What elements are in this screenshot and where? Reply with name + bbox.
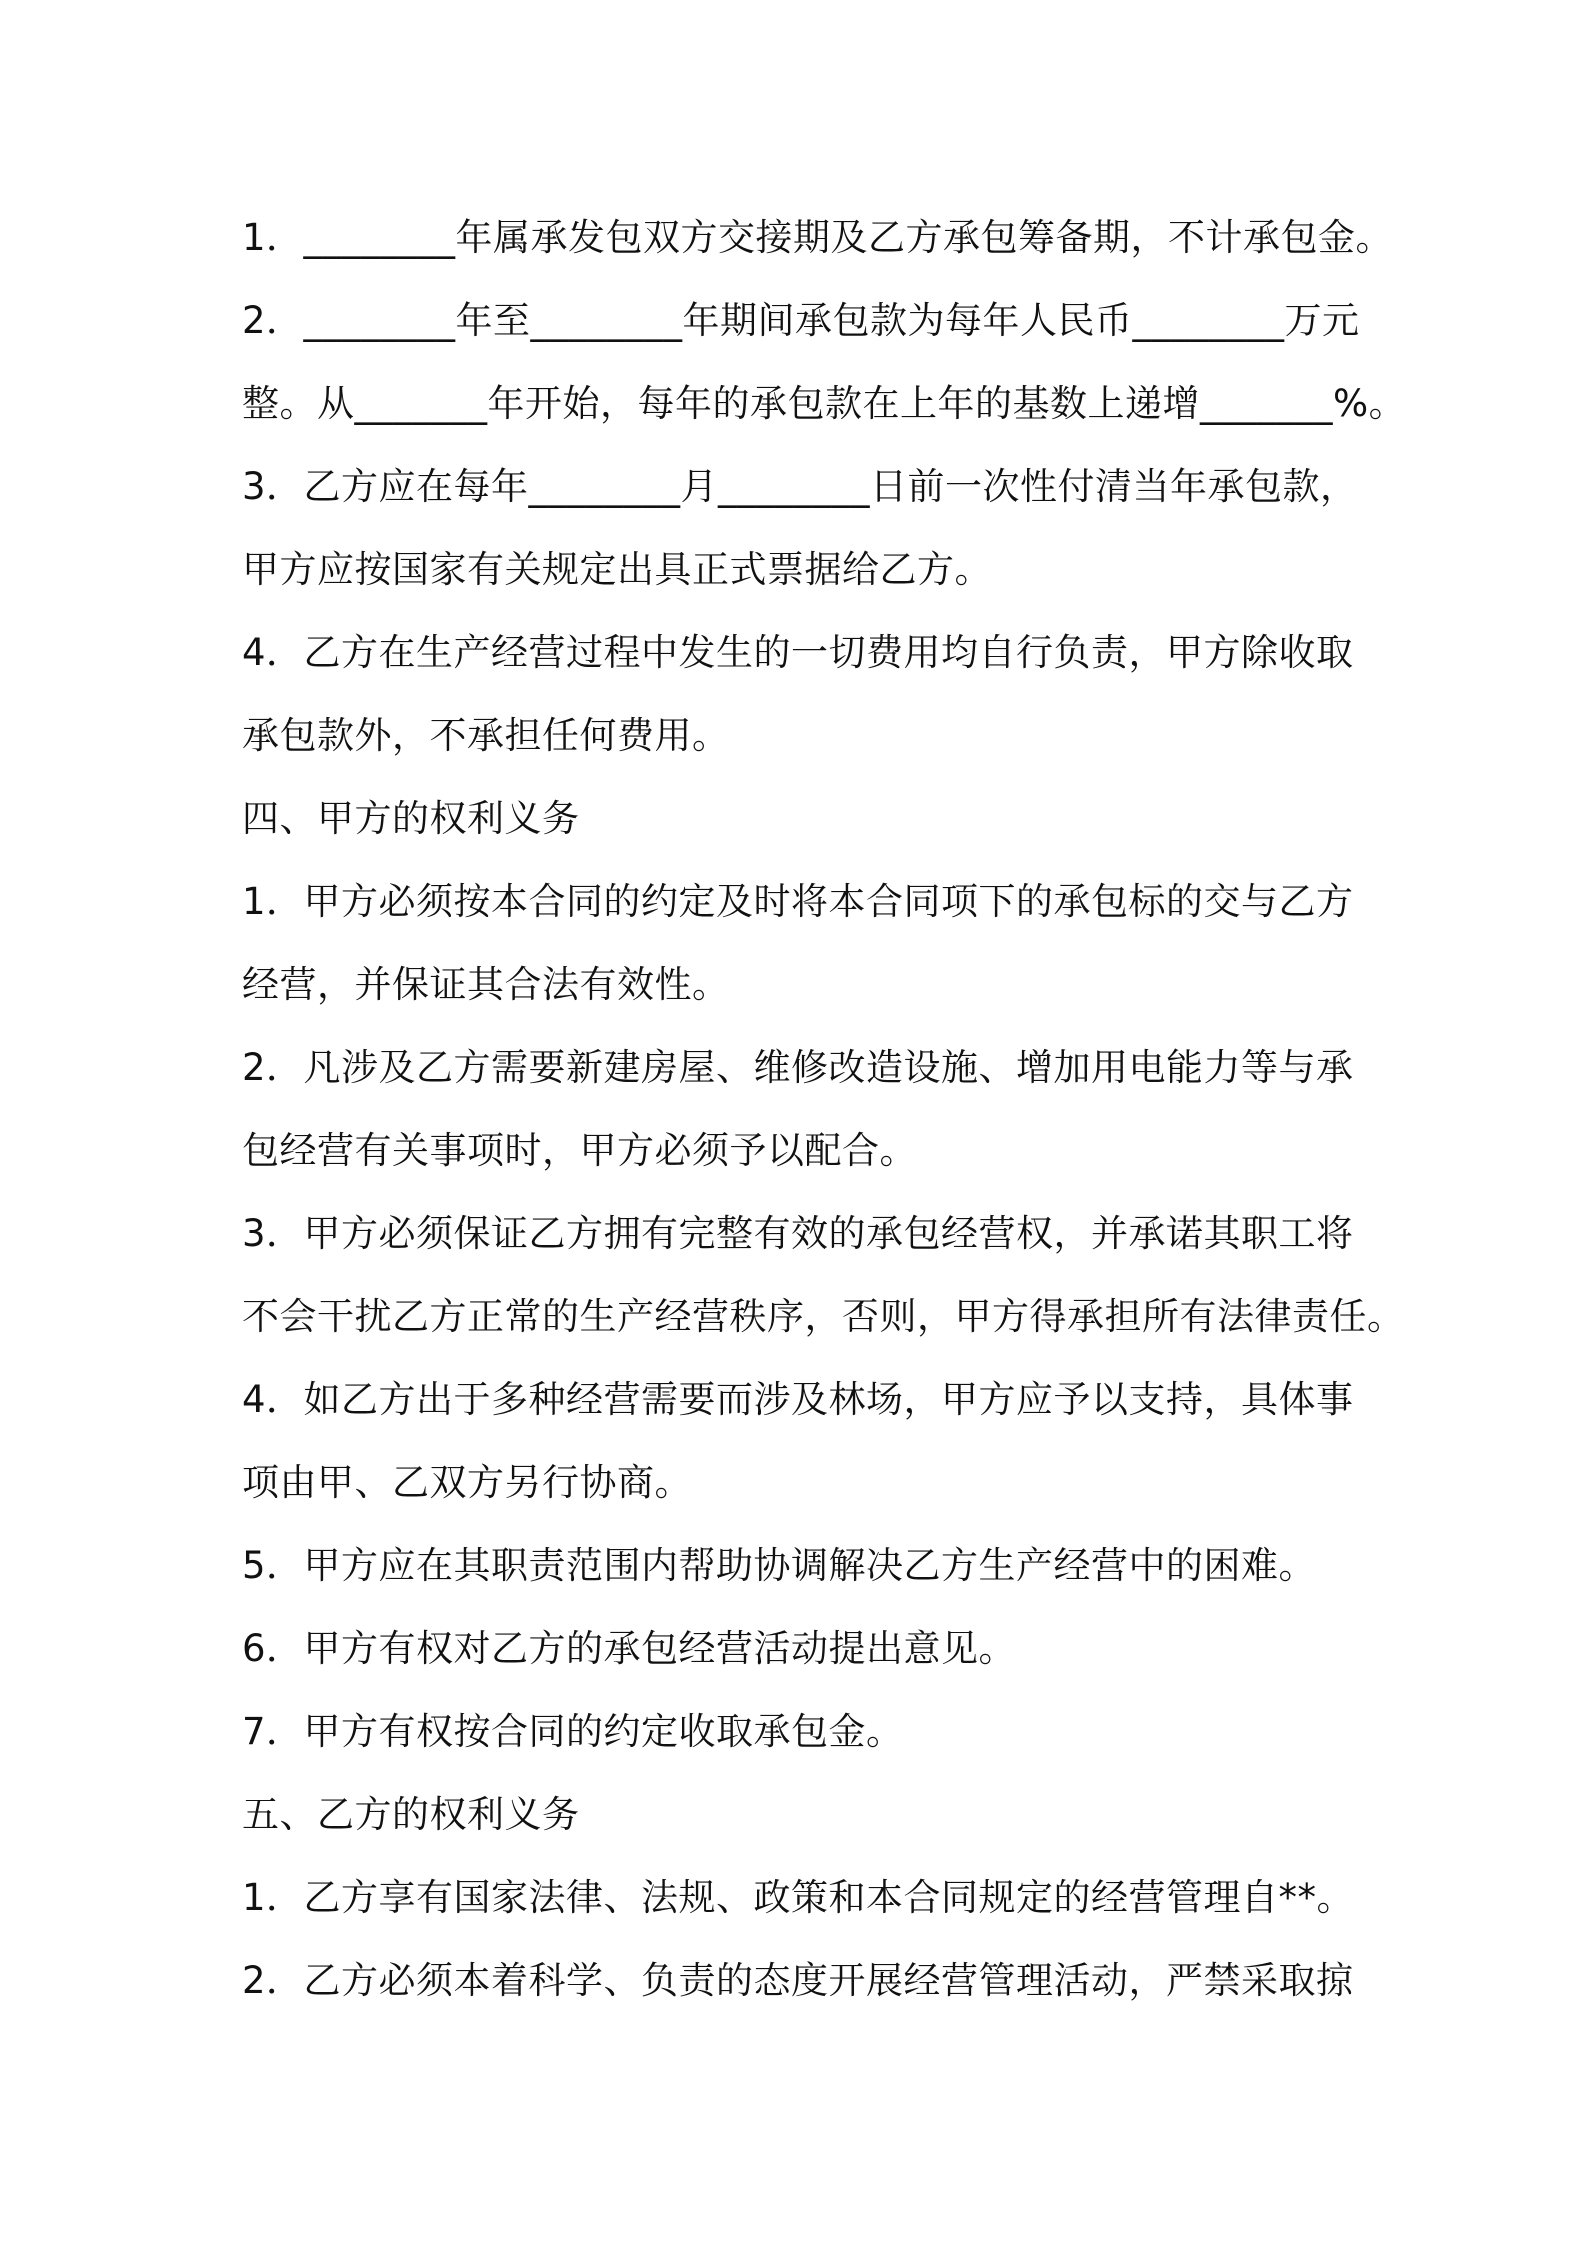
text-line: 1．乙方享有国家法律、法规、政策和本合同规定的经营管理自**。 <box>242 1876 1355 1919</box>
text-line: 项由甲、乙双方另行协商。 <box>242 1461 692 1504</box>
text-line: 2．乙方必须本着科学、负责的态度开展经营管理活动，严禁采取掠 <box>242 1959 1354 2002</box>
text-line: 整。从_______年开始，每年的承包款在上年的基数上递增_______%。 <box>242 382 1407 425</box>
text-line: 经营，并保证其合法有效性。 <box>242 963 730 1006</box>
text-line: 甲方应按国家有关规定出具正式票据给乙方。 <box>242 548 992 591</box>
text-line: 1．甲方必须按本合同的约定及时将本合同项下的承包标的交与乙方 <box>242 880 1354 923</box>
text-line: 不会干扰乙方正常的生产经营秩序，否则，甲方得承担所有法律责任。 <box>242 1295 1405 1338</box>
text-line: 6．甲方有权对乙方的承包经营活动提出意见。 <box>242 1627 1017 1670</box>
text-line: 4．如乙方出于多种经营需要而涉及林场，甲方应予以支持，具体事 <box>242 1378 1354 1421</box>
section-heading: 五、乙方的权利义务 <box>242 1793 580 1836</box>
document-body <box>242 196 1407 2022</box>
text-line: 5．甲方应在其职责范围内帮助协调解决乙方生产经营中的困难。 <box>242 1544 1317 1587</box>
text-line: 3．乙方应在每年________月________日前一次性付清当年承包款， <box>242 465 1358 508</box>
text-line: 承包款外，不承担任何费用。 <box>242 714 730 757</box>
text-line: 7．甲方有权按合同的约定收取承包金。 <box>242 1710 904 1753</box>
text-line: 包经营有关事项时，甲方必须予以配合。 <box>242 1129 917 1172</box>
text-line: 4．乙方在生产经营过程中发生的一切费用均自行负责，甲方除收取 <box>242 631 1354 674</box>
text-line: 2．凡涉及乙方需要新建房屋、维修改造设施、增加用电能力等与承 <box>242 1046 1354 1089</box>
section-heading: 四、甲方的权利义务 <box>242 797 580 840</box>
text-line: 3．甲方必须保证乙方拥有完整有效的承包经营权，并承诺其职工将 <box>242 1212 1354 1255</box>
text-line: 1．________年属承发包双方交接期及乙方承包筹备期，不计承包金。 <box>242 216 1394 259</box>
text-line: 2．________年至________年期间承包款为每年人民币________万元 <box>242 299 1360 342</box>
